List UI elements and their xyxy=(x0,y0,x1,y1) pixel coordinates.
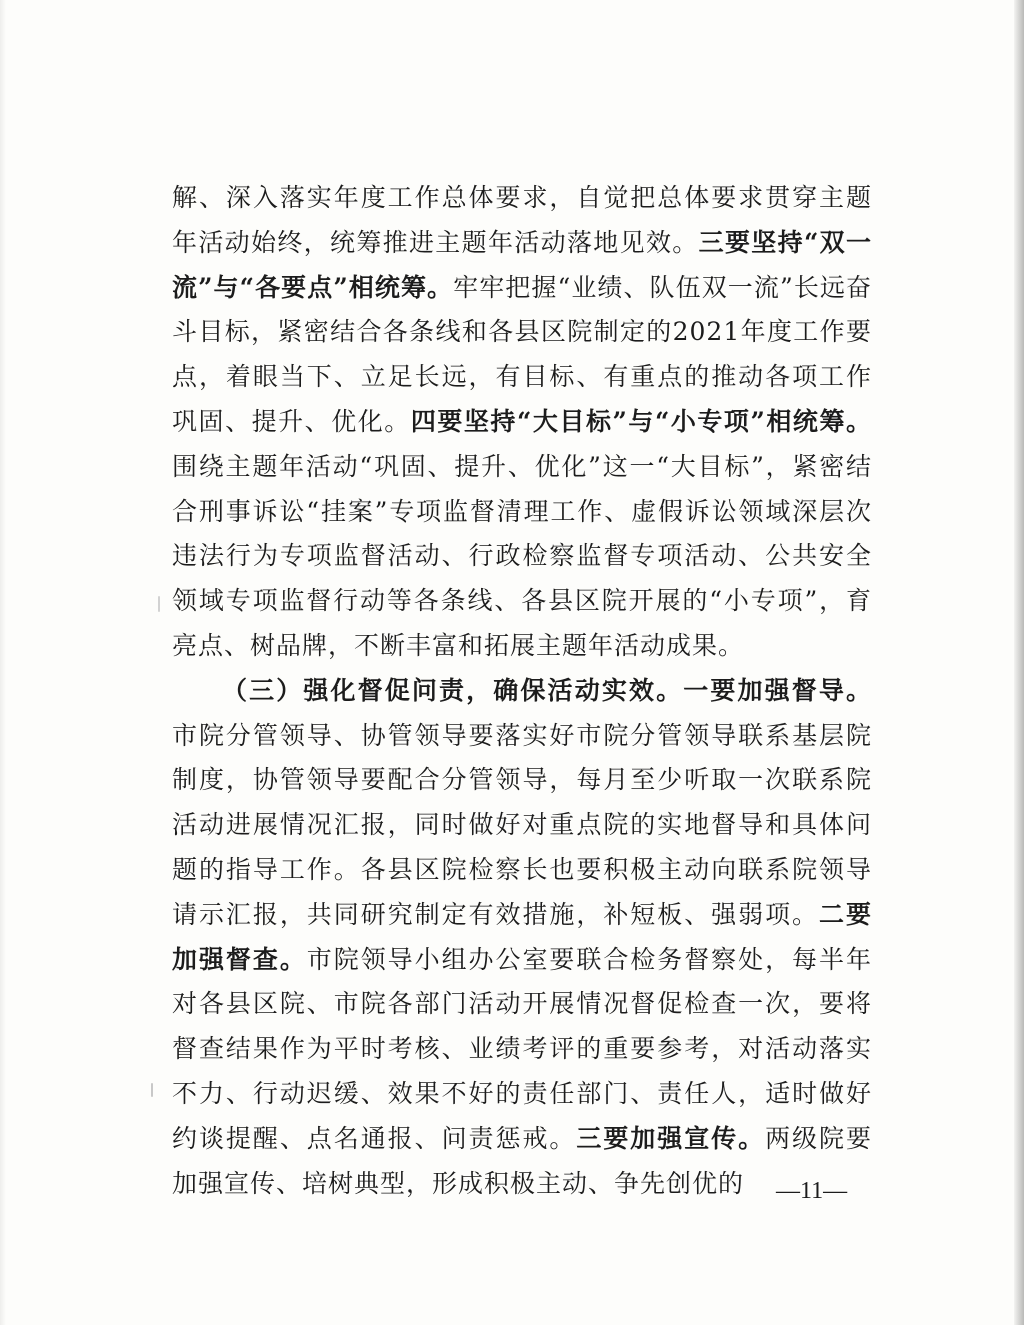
scan-speck xyxy=(158,596,160,612)
body-text xyxy=(172,176,872,1206)
paragraph-1-text-c: 牢牢把握“业绩、队伍双一流”长远奋斗目标，紧密结合各条线和各县区院制定的2021年度工作要点，着眼当下、立足长远，有目标、有重点的推动各项工作巩固、提升、优化。 xyxy=(172,272,872,436)
paragraph-2-text-f: 两级院要加强宣传、培树典型，形成积极主动、争先创优的 xyxy=(172,1123,872,1198)
scan-speck xyxy=(151,1083,153,1097)
paragraph-2-text-b: 市院分管领导、协管领导要落实好市院分管领导联系基层院制度，协管领导要配合分管领导，每月至少听取一次联系院活动进展情况汇报，同时做好对重点院的实地督导和具体问题的指导工作。各县区院检察长也要积极主动向联系院领导请示汇报，共同研究制定有效措施，补短板、强弱项。 xyxy=(172,720,872,929)
paragraph-2-heading-c: 二要加强督查。 xyxy=(172,899,872,974)
paragraph-1-heading-d: 四要坚持“大目标”与“小专项”相统筹。 xyxy=(410,406,872,436)
paragraph-1 xyxy=(172,176,872,669)
paragraph-1-text-e: 围绕主题年活动“巩固、提升、优化”这一“大目标”，紧密结合刑事诉讼“挂案”专项监督清理工作、虚假诉讼领域深层次违法行为专项监督活动、行政检察监督专项活动、公共安全领域专项监督行动等各条线、各县区院开展的“小专项”，育亮点、树品牌，不断丰富和拓展主题年活动成果。 xyxy=(172,451,872,660)
paragraph-2-text-d: 市院领导小组办公室要联合检务督察处，每半年对各县区院、市院各部门活动开展情况督促检查一次，要将督查结果作为平时考核、业绩考评的重要参考，对活动落实不力、行动迟缓、效果不好的责任部门、责任人，适时做好约谈提醒、点名通报、问责惩戒。 xyxy=(172,944,872,1153)
paragraph-2 xyxy=(172,669,872,1207)
paragraph-1-text-a: 解、深入落实年度工作总体要求，自觉把总体要求贯穿主题年活动始终，统筹推进主题年活动落地见效。 xyxy=(172,183,872,257)
paragraph-1-heading-b: 三要坚持“双一流”与“各要点”相统筹。 xyxy=(172,227,872,302)
page-left-shadow xyxy=(0,0,6,1325)
page-right-shadow xyxy=(1014,0,1024,1325)
paragraph-2-heading-a: （三）强化督促问责，确保活动实效。一要加强督导。 xyxy=(222,675,872,705)
paragraph-2-heading-e: 三要加强宣传。 xyxy=(576,1123,766,1153)
page-number: —11— xyxy=(776,1178,848,1204)
